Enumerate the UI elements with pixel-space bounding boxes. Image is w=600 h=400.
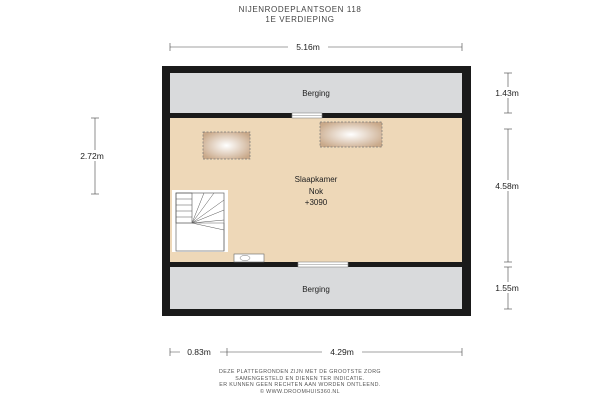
dim-right-bottom: 1.55m bbox=[495, 283, 519, 293]
dim-bottom-right: 4.29m bbox=[330, 347, 354, 357]
footer-line-4: © WWW.DROOMHUIS360.NL bbox=[260, 388, 340, 395]
bedroom-label: Slaapkamer bbox=[294, 175, 338, 184]
ridge-label: Nok bbox=[308, 187, 324, 196]
ridge-height: +3090 bbox=[304, 198, 328, 207]
dim-top-width: 5.16m bbox=[296, 42, 320, 52]
dim-right-middle: 4.58m bbox=[495, 181, 519, 191]
skylight-left bbox=[203, 132, 250, 159]
floor-title: 1E VERDIEPING bbox=[265, 15, 335, 24]
sink bbox=[234, 254, 264, 262]
bottom-storage-label: Berging bbox=[302, 285, 330, 294]
top-storage-label: Berging bbox=[302, 89, 330, 98]
footer-line-2: SAMENGESTELD EN DIENEN TER INDICATIE. bbox=[235, 375, 365, 382]
footer-line-1: DEZE PLATTEGRONDEN ZIJN MET DE GROOTSTE ZORG bbox=[219, 369, 381, 375]
dim-right-top: 1.43m bbox=[495, 88, 519, 98]
staircase bbox=[172, 190, 228, 252]
dim-left-height: 2.72m bbox=[80, 151, 104, 161]
footer-line-3: ER KUNNEN GEEN RECHTEN AAN WORDEN ONTLEEND. bbox=[219, 382, 381, 388]
dim-bottom-left: 0.83m bbox=[187, 347, 211, 357]
skylight-right bbox=[320, 122, 382, 147]
address-title: NIJENRODEPLANTSOEN 118 bbox=[238, 5, 362, 14]
